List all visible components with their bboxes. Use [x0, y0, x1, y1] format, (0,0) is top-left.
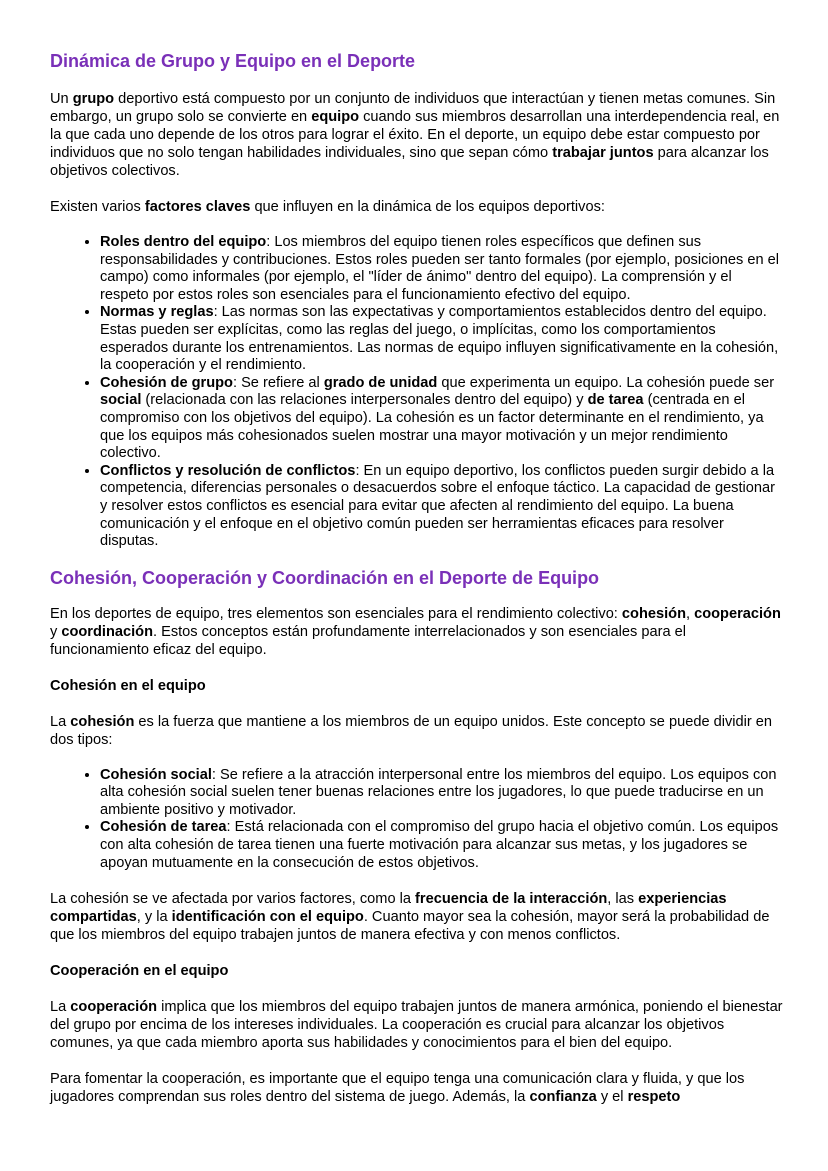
text: (centrada en el compromiso con los objetivos del equipo). La cohesión es un factor determinante en el rendimiento, ya que los equipos más cohesionados suelen mostrar una mayor motivación y un mejor rendimiento colectivo.	[100, 392, 764, 462]
text: : Se refiere al	[232, 374, 324, 391]
text: que influyen en la dinámica de los equipos deportivos:	[250, 199, 605, 215]
bold-term: identificación con el equipo	[171, 909, 364, 926]
text: La cohesión se ve afectada por varios factores, como la	[50, 891, 416, 908]
paragraph-cooperacion	[50, 998, 784, 1052]
bold-term: Normas y reglas	[100, 304, 214, 321]
bold-term: coordinación	[61, 623, 153, 640]
list-item-cohesion-tarea	[100, 819, 784, 872]
list-item-cohesion-social	[100, 767, 784, 820]
text: cuando sus miembros desarrollan una interdependencia real, en la que cada uno depende de los otros para lograr el éxito. En el deporte, un equipo debe estar compuesto por individuos que no solo tengan habilidades individuales, sino que sepan cómo	[50, 109, 780, 161]
paragraph-fomentar	[50, 1070, 784, 1106]
bold-term: grado de unidad	[323, 374, 438, 391]
text: para alcanzar los objetivos colectivos.	[50, 145, 769, 179]
bold-term: cohesión	[621, 605, 686, 622]
list-item-cohesion-grupo	[100, 375, 784, 463]
text: . Cuanto mayor sea la cohesión, mayor será la probabilidad de que los miembros del equipo trabajen juntos de manera efectiva y con menos conflictos.	[50, 909, 770, 944]
text: : Se refiere a la atracción interpersonal entre los miembros del equipo. Los equipos con alta cohesión social suelen tener buenas relaciones entre los jugadores, lo que puede traducirse en un ambiente positivo y motivador.	[100, 766, 777, 818]
list-item-conflictos	[100, 463, 784, 551]
text: Un	[50, 91, 73, 107]
bold-term: Conflictos y resolución de conflictos	[100, 462, 356, 479]
text: deportivo está compuesto por un conjunto de individuos que interactúan y tienen metas comunes. Sin embargo, un grupo solo se convierte en	[50, 91, 776, 125]
text: y	[50, 623, 62, 640]
bold-term: grupo	[72, 91, 115, 107]
text: Existen varios	[50, 199, 145, 215]
text: implica que los miembros del equipo trabajen juntos de manera armónica, poniendo el bienestar del grupo por encima de los intereses individuales. La cooperación es crucial para alcanzar los objetivos comunes, ya que cada miembro aporta sus habilidades y conocimientos para el bien del equipo.	[50, 999, 783, 1052]
factores-list	[50, 234, 784, 551]
subheading-cooperacion: Cooperación en el equipo	[50, 963, 229, 980]
text: , y la	[136, 909, 172, 926]
bold-term: respeto	[627, 1089, 681, 1106]
text: Para fomentar la cooperación, es importante que el equipo tenga una comunicación clara y fluida, y que los jugadores comprendan sus roles dentro del sistema de juego. Además, la	[50, 1071, 745, 1106]
cohesion-types-list	[50, 767, 784, 873]
text: y el	[596, 1089, 628, 1106]
text: En los deportes de equipo, tres elementos son esenciales para el rendimiento colectivo:	[50, 605, 622, 622]
bold-term: equipo	[311, 109, 360, 125]
heading-cohesion-cooperacion: Cohesión, Cooperación y Coordinación en el Deporte de Equipo	[50, 567, 600, 588]
paragraph-grupo	[50, 90, 784, 180]
bold-term: Cohesión de grupo	[100, 374, 233, 391]
text: : Está relacionada con el compromiso del grupo hacia el objetivo común. Los equipos con alta cohesión de tarea tienen una fuerte motivación para alcanzar sus metas, y los jugadores se apoyan mutuamente en la consecución de estos objetivos.	[100, 819, 779, 871]
bold-term: cooperación	[694, 605, 781, 622]
bold-term: Roles dentro del equipo	[100, 234, 267, 250]
text: (relacionada con las relaciones interpersonales dentro del equipo) y	[141, 392, 588, 409]
paragraph-elementos	[50, 605, 784, 659]
bold-term: factores claves	[144, 199, 251, 215]
bold-term: cooperación	[70, 999, 158, 1016]
bold-term: cohesión	[70, 713, 135, 730]
list-item-roles	[100, 234, 784, 304]
text: : En un equipo deportivo, los conflictos pueden surgir debido a la competencia, diferencias personales o desacuerdos sobre el enfoque táctico. La capacidad de gestionar y resolver estos conflictos es esencial para evitar que afecten al rendimiento del equipo. La buena comunicación y el enfoque en el objetivo común pueden ser herramientas eficaces para resolver disputas.	[100, 462, 775, 550]
bold-term: Cohesión de tarea	[100, 819, 227, 836]
list-item-normas	[100, 304, 784, 374]
text: La	[50, 713, 71, 730]
paragraph-cohesion	[50, 713, 784, 749]
text: : Las normas son las expectativas y comportamientos establecidos dentro del equipo. Estas pueden ser explícitas, como las reglas del juego, o implícitas, como los comportamientos esperados durante los entrenamientos. Las normas de equipo influyen significativamente en la cohesión, la cooperación y el rendimiento.	[100, 304, 779, 374]
text: . Estos conceptos están profundamente interrelacionados y son esenciales para el funcionamiento eficaz del equipo.	[50, 623, 686, 658]
bold-term: trabajar juntos	[552, 145, 654, 161]
text: , las	[607, 891, 639, 908]
text: que experimenta un equipo. La cohesión puede ser	[437, 374, 775, 391]
subheading-cohesion: Cohesión en el equipo	[50, 677, 206, 694]
bold-term: Cohesión social	[100, 766, 212, 783]
paragraph-factores-cohesion	[50, 890, 784, 944]
text: ,	[685, 605, 695, 622]
text: es la fuerza que mantiene a los miembros de un equipo unidos. Este concepto se puede dividir en dos tipos:	[50, 713, 773, 748]
bold-term: frecuencia de la interacción	[415, 891, 608, 908]
text: La	[50, 999, 71, 1016]
heading-dinamica: Dinámica de Grupo y Equipo en el Deporte	[50, 51, 416, 71]
paragraph-factores	[50, 198, 784, 216]
text: : Los miembros del equipo tienen roles específicos que definen sus responsabilidades y contribuciones. Estos roles pueden ser tanto formales (por ejemplo, posiciones en el campo) como informales (por ejemplo, el "líder de ánimo" dentro del equipo). La comprensión y el respeto por estos roles son esenciales para el funcionamiento efectivo del equipo.	[100, 234, 779, 303]
bold-term: confianza	[529, 1089, 597, 1106]
bold-term: experiencias compartidas	[50, 891, 727, 926]
bold-term: de tarea	[587, 392, 644, 409]
bold-term: social	[100, 392, 142, 409]
